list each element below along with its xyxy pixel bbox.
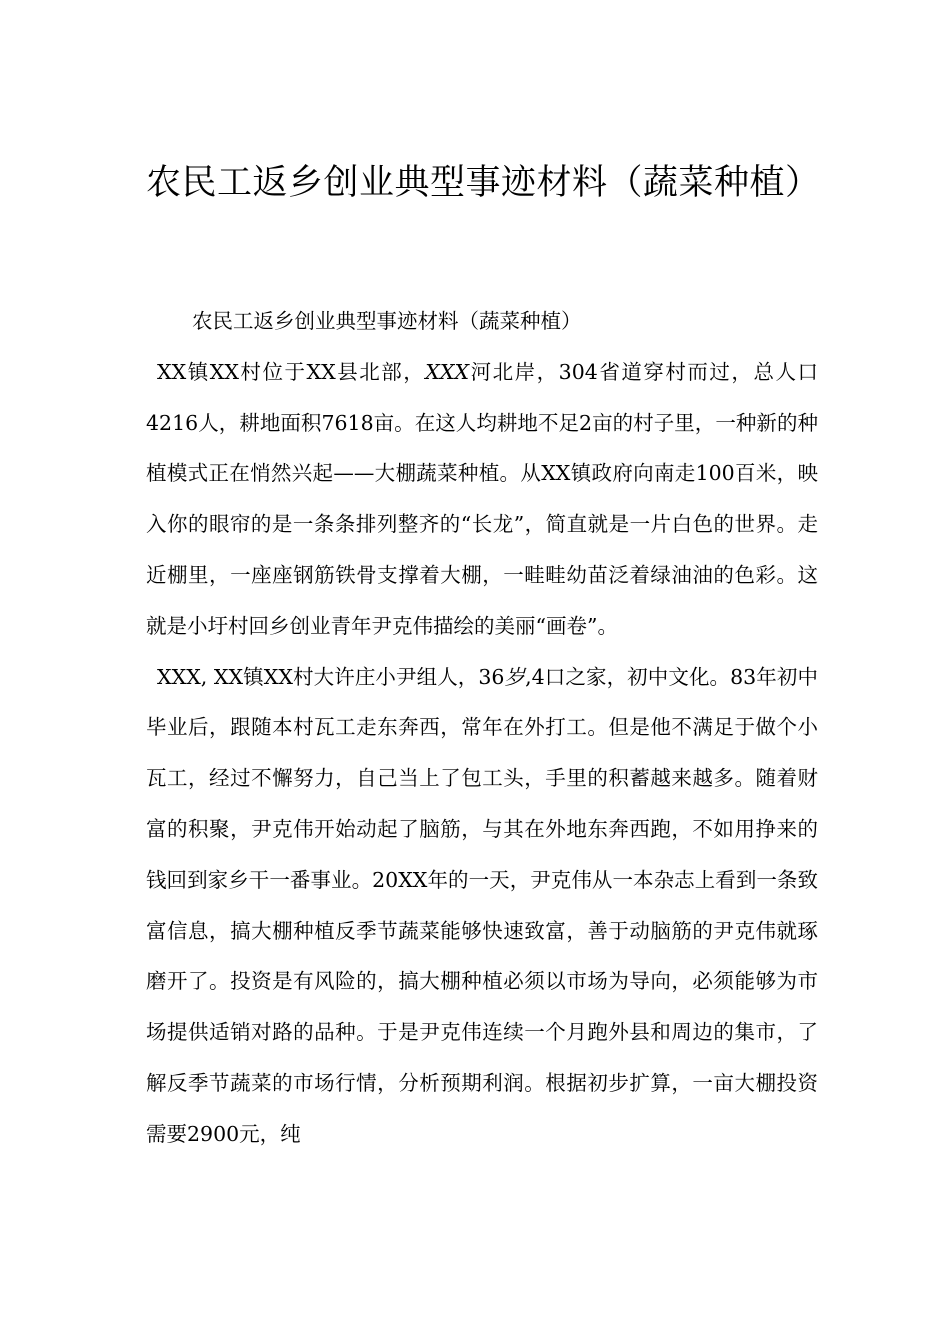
paragraph-text: XX镇XX村位于XX县北部， [157,359,426,384]
paragraph-italic-text: XXX [425,359,470,384]
paragraph-text: 河北岸，304省道穿村而过，总人口4216人，耕地面积7618亩。在这人均耕地不足2亩的村子里，一种新的种植模式正在悄然兴起——大棚蔬菜种植。从XX镇政府向南走100百米，映入你的眼帘的是一条条排列整齐的“长龙”，简直就是一片白色的世界。走近棚里，一座座钢筋铁骨支撑着大棚，一畦畦幼苗泛着绿油油的色彩。这就是小圩村回乡创业青年尹克伟描绘的美丽“画卷”。 [146,359,818,638]
paragraph-italic-text: 岁 [504,664,526,689]
paragraph-village-intro [146,347,818,652]
paragraph-profile [146,652,818,1160]
body-subtitle: 农民工返乡创业典型事迹材料（蔬菜种植） [192,309,582,333]
paragraph-text: XXX, XX镇XX村大许庄小尹组人，36 [157,664,505,689]
paragraph-text: ,4口之家，初中文化。83年初中毕业后，跟随本村瓦工走东奔西，常年在外打工。但是他不满足于做个小瓦工，经过不懈努力，自己当上了包工头，手里的积蓄越来越多。随着财富的积聚，尹克伟开始动起了脑筋，与其在外地东奔西跑，不如用挣来的钱回到家乡干一番事业。20XX年的一天，尹克伟从一本杂志上看到一条致富信息，搞大棚种植反季节蔬菜能够快速致富，善于动脑筋的尹克伟就琢磨开了。投资是有风险的，搞大棚种植必须以市场为导向，必须能够为市场提供适销对路的品种。于是尹克伟连续一个月跑外县和周边的集市，了解反季节蔬菜的市场行情，分析预期利润。根据初步扩算，一亩大棚投资需要2900元，纯 [146,664,818,1146]
document-body [146,296,818,1160]
document-title: 农民工返乡创业典型事迹材料（蔬菜种植） [146,163,821,203]
